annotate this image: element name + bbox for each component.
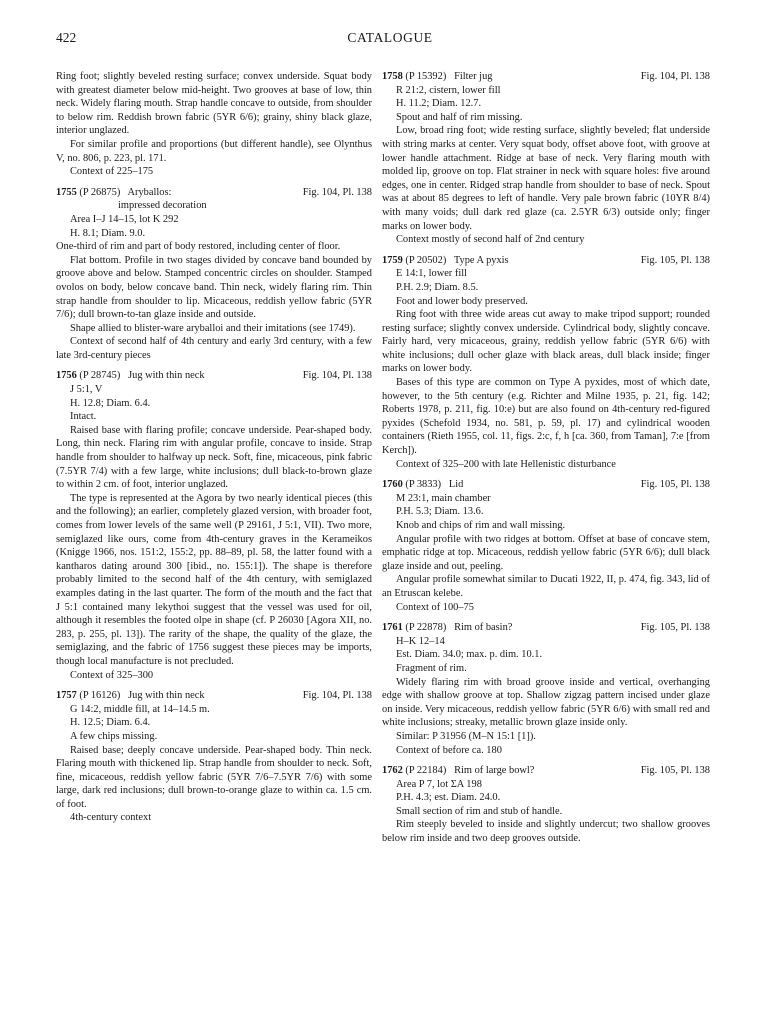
entry-paragraph: For similar profile and proportions (but different handle), see Olynthus V, no. 806, p. 223, pl. 171. [56,138,372,164]
entry-paragraph: Similar: P 31956 (M–N 15:1 [1]). [396,730,536,742]
right-column [382,70,710,846]
figure-reference: Fig. 104, Pl. 138 [640,71,710,82]
entry-number: 1762 [382,765,403,777]
entry-paragraph: Widely flaring rim with broad groove inside and vertical, overhanging edge with shallow groove at top. Shallow zigzag pattern incised under glaze on inside. Very micaceous, reddish yellow fabric (5YR 6/6) with small red and white inclusions; streaky, metallic brown glaze inside only. [382,676,710,729]
entry-heading [56,369,372,383]
entry-number: 1758 [382,71,403,82]
entry-paragraph: Flat bottom. Profile in two stages divided by concave band bounded by groove above and below. Stamped concentric circles on shoulder. Stamped ovolos on body, below concave band. Thin neck, widely flaring rim. Thin strap handle from shoulder to lip. Micaceous, reddish yellow fabric (5YR 7/6); dull brown-to-tan glaze inside and outside. [56,254,372,321]
preservation: Foot and lower body preserved. [396,295,528,307]
preservation: Spout and half of rim missing. [396,111,523,123]
preservation: A few chips missing. [70,730,158,742]
object-name: Type A pyxis [453,254,509,266]
catalogue-entry-1758 [382,70,710,247]
catalogue-entry-1761 [382,621,710,757]
entry-context: Context of second half of 4th century and early 3rd century, with a few late 3rd-century pieces [56,336,372,361]
entry-paragraph: Shape allied to blister-ware aryballoi and their imitations (see 1749). [70,322,356,334]
entry-paragraph: Rim steeply beveled to inside and slightly undercut; two shallow grooves below rim inside and two deep grooves outside. [382,819,710,845]
findspot: G 14:2, middle fill, at 14–14.5 m. [70,703,210,715]
inventory-number: (P 22184) [405,765,447,777]
inventory-number: (P 16126) [79,690,121,702]
figure-reference: Fig. 104, Pl. 138 [302,690,372,702]
entry-context: Context mostly of second half of 2nd century [396,234,585,246]
inventory-number: (P 20502) [405,254,447,266]
inventory-number: (P 26875) [79,186,121,198]
object-name: Rim of large bowl? [454,765,535,777]
inventory-number: (P 3833) [405,479,442,491]
object-name: Rim of basin? [454,622,513,634]
entry-paragraph: Low, broad ring foot; wide resting surface, slightly beveled; flat underside with string marks at center. Very squat body, offset above foot, with groove at lower handle attachment. Ridge at base of neck. Very flaring mouth with molded lip, groove on top. Flat strainer in neck with square holes: five around edges, one in center. Ridged strap handle from shoulder to base of neck. Spout was at about 85 degrees to left of handle. Very pale brown fabric (10YR 8/4) with many voids; dull dark red glaze (ca. 2.5YR 6/3) outside only; finger marks on lower body. [382,125,710,232]
dimensions: H. 11.2; Diam. 12.7. [396,98,482,110]
entry-paragraph: Ring foot with three wide areas cut away to make tripod support; rounded resting surface; slightly convex underside. Cylindrical body, slightly concave. Fairly hard, very micaceous, grainy, reddish yellow fabric (5YR 6/6) with white inclusions; dull ocher glaze with black areas, dull black inside; finger marks on lower body. [382,309,710,375]
entry-number: 1759 [382,254,403,266]
entry-paragraph: Angular profile with two ridges at bottom. Offset at base of concave stem, emphatic ridge at top. Micaceous, reddish yellow fabric (5YR 6/6); dull black glaze inside and out, peeling. [382,533,710,572]
preservation: Fragment of rim. [396,662,467,674]
entry-paragraph: One-third of rim and part of body restored, including center of floor. [56,241,341,253]
dimensions: H. 12.8; Diam. 6.4. [70,397,151,409]
object-name: Lid [448,479,464,491]
findspot: Area P 7, lot ΣA 198 [396,778,482,790]
figure-reference: Fig. 104, Pl. 138 [302,186,372,198]
entry-paragraph: Bases of this type are common on Type A pyxides, most of which date, however, to the 5th century (e.g. Richter and Milne 1935, p. 21, fig. 142; Roberts 1978, p. 211, fig. 10:e) but are also found on 4th-century red-figured pyxides (Schefold 1934, no. 581, p. 59, pl. 17) and cylindrical wooden containers (Rieth 1955, col. 11, figs. 2:c, f, h [ca. 360, from Taman], 7:e [from Kerch]). [382,377,710,457]
entry-paragraph: Raised base; deeply concave underside. Pear-shaped body. Thin neck. Flaring mouth with thickened lip. Strap handle from shoulder to neck. Soft, fine, micaceous, reddish yellow fabric (5YR 7/6–7.5YR 7/6) with some large, dark red inclusions; dull brown-to-orange glaze to within ca. 1.5 cm. of foot. [56,744,372,810]
entry-number: 1757 [56,690,77,702]
entry-number: 1756 [56,370,77,382]
figure-reference: Fig. 105, Pl. 138 [640,765,710,777]
figure-reference: Fig. 105, Pl. 138 [640,622,710,634]
findspot: M 23:1, main chamber [396,492,491,504]
figure-reference: Fig. 105, Pl. 138 [640,254,710,266]
dimensions: Est. Diam. 34.0; max. p. dim. 10.1. [396,649,543,661]
preservation: Intact. [70,411,97,423]
object-name: Aryballos: [127,186,172,198]
entry-paragraph: Raised base with flaring profile; concave underside. Pear-shaped body. Long, thin neck. Flaring rim with angular profile, concave to inside. Strap handle from shoulder to halfway up neck. Soft, fine, micaceous, pink fabric (7.5YR 7/4) with a few large, white inclusions; dull black-to-brown glaze to within 2 cm. of foot, interior unglazed. [56,424,372,491]
object-name: Jug with thin neck [128,690,205,702]
dimensions: H. 8.1; Diam. 9.0. [70,227,146,239]
catalogue-entry-1755 [56,186,372,363]
entry-context: Context of 325–300 [70,669,154,681]
entry-number: 1761 [382,622,403,634]
entry-heading-sub [56,199,372,213]
dimensions: P.H. 2.9; Diam. 8.5. [396,281,479,293]
catalogue-entry-1759 [382,254,710,472]
findspot: J 5:1, V [70,384,103,396]
page-number: 422 [56,30,77,45]
catalogue-entry-1760 [382,478,710,614]
object-name-continued: impressed decoration [118,200,207,212]
entry-heading [382,254,710,268]
entry-heading [56,689,372,703]
entry-number: 1755 [56,186,77,198]
entry-paragraph: Angular profile somewhat similar to Ducati 1922, II, p. 474, fig. 343, lid of an Etruscan kelebe. [382,574,710,599]
entry-context: Context of 100–75 [396,601,474,613]
entry-paragraph: Ring foot; slightly beveled resting surface; convex underside. Squat body with greatest diameter below mid-height. Two grooves at base of low, thin neck. Widely flaring mouth. Strap handle concave to outside, from shoulder to below rim. Reddish brown fabric (5YR 6/6); grainy, shiny black glaze, interior unglazed. [56,71,372,137]
catalogue-entry-continuation [56,70,372,179]
left-column [56,70,372,825]
running-title: CATALOGUE [347,30,433,45]
figure-reference: Fig. 104, Pl. 138 [302,370,372,382]
preservation: Knob and chips of rim and wall missing. [396,520,566,531]
dimensions: P.H. 4.3; est. Diam. 24.0. [396,792,501,804]
entry-heading [382,764,710,778]
entry-heading [382,70,710,84]
catalogue-entry-1757 [56,689,372,825]
dimensions: H. 12.5; Diam. 6.4. [70,717,151,729]
entry-heading [56,186,372,200]
inventory-number: (P 28745) [79,370,121,382]
entry-context: Context of 225–175 [70,166,154,178]
figure-reference: Fig. 105, Pl. 138 [640,479,710,491]
entry-number: 1760 [382,479,403,491]
entry-context: 4th-century context [70,812,152,824]
findspot: R 21:2, cistern, lower fill [396,84,501,96]
object-name: Jug with thin neck [128,370,205,382]
entry-heading [382,621,710,635]
findspot: E 14:1, lower fill [396,268,467,280]
preservation: Small section of rim and stub of handle. [396,805,563,817]
findspot: Area I–J 14–15, lot K 292 [70,213,179,225]
entry-context: Context of before ca. 180 [396,744,502,756]
catalogue-entry-1756 [56,369,372,682]
entry-heading [382,478,710,492]
inventory-number: (P 22878) [405,622,447,634]
catalogue-entry-1762 [382,764,710,846]
object-name: Filter jug [454,71,493,82]
inventory-number: (P 15392) [405,71,447,82]
entry-paragraph: The type is represented at the Agora by two nearly identical pieces (this and the following); an earlier, completely glazed version, with broader foot, comes from lower levels of the same well (P 29161, J 5:1, VII). Two more, semiglazed like ours, come from 4th-century graves in the Kerameikos (Knigge 1966, nos. 151:2, 155:2, pp. 88–89, pl. 58, the latter found with a kantharos dating around 300 [ibid., no. 155:1]). The shape is therefore probably limited to the second half of the 4th century, with semiglazed examples dating in the last quarter. The form of the mouth and the fact that J 5:1 contained many lekythoi suggest that the vessel was used for oil, although it resembles the footed olpe in shape (cf. P 26030 [Agora XII, no. 283, p. 255, pl. 13]). The rarity of the shape, the quality of the glaze, the semiglazing, and the fabric of 1756 suggest these pieces may be imports, though local manufacture is not precluded. [56,492,372,667]
entry-context: Context of 325–200 with late Hellenistic disturbance [396,458,616,470]
page-header [56,22,724,48]
findspot: H–K 12–14 [396,635,445,647]
dimensions: P.H. 5.3; Diam. 13.6. [396,506,484,518]
